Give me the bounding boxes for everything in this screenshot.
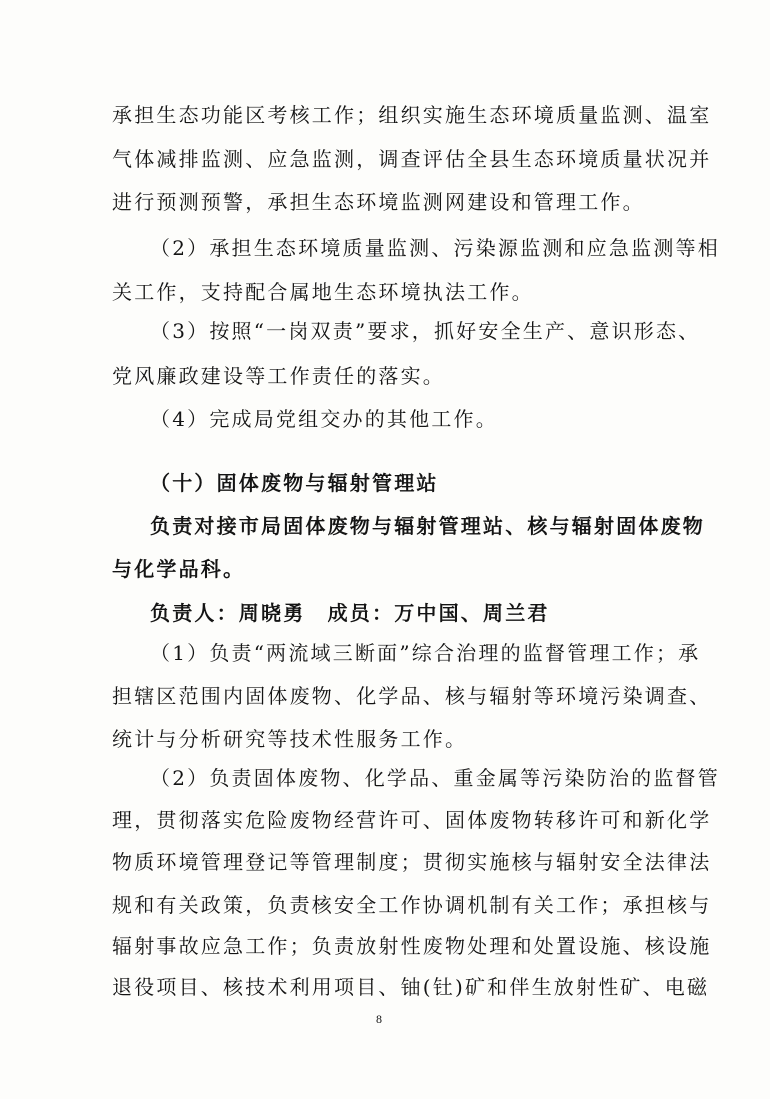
personnel-line: 负责人：周晓勇 成员：万中国、周兰君: [150, 601, 550, 625]
text-line: 进行预测预警，承担生态环境监测网建设和管理工作。: [112, 190, 645, 214]
text-line: （2）承担生态环境质量监测、污染源监测和应急监测等相: [150, 236, 720, 260]
text-line: 物质环境管理登记等管理制度；贯彻实施核与辐射安全法律法: [112, 850, 712, 874]
text-line: 辐射事故应急工作；负责放射性废物处理和处置设施、核设施: [112, 934, 712, 958]
text-line: 规和有关政策，负责核安全工作协调机制有关工作；承担核与: [112, 893, 712, 917]
text-line: （4）完成局党组交办的其他工作。: [150, 407, 498, 431]
duty-line: 与化学品科。: [112, 557, 246, 581]
text-line: 关工作，支持配合属地生态环境执法工作。: [112, 280, 534, 304]
text-line: 担辖区范围内固体废物、化学品、核与辐射等环境污染调查、: [112, 684, 712, 708]
text-line: 统计与分析研究等技术性服务工作。: [112, 727, 468, 751]
text-line: （2）负责固体废物、化学品、重金属等污染防治的监督管: [150, 766, 720, 790]
text-line: 承担生态功能区考核工作；组织实施生态环境质量监测、温室: [112, 103, 712, 127]
text-line: （3）按照“一岗双责”要求，抓好安全生产、意识形态、: [150, 319, 701, 343]
section-heading: （十）固体废物与辐射管理站: [150, 471, 439, 495]
text-line: 退役项目、核技术利用项目、铀(钍)矿和伴生放射性矿、电磁: [112, 975, 710, 999]
page-number: 8: [376, 1012, 382, 1026]
text-line: 党风廉政建设等工作责任的落实。: [112, 364, 445, 388]
duty-line: 负责对接市局固体废物与辐射管理站、核与辐射固体废物: [150, 514, 705, 538]
text-line: 理，贯彻落实危险废物经营许可、固体废物转移许可和新化学: [112, 808, 712, 832]
text-line: 气体减排监测、应急监测，调查评估全县生态环境质量状况并: [112, 147, 712, 171]
text-line: （1）负责“两流域三断面”综合治理的监督管理工作；承: [150, 641, 701, 665]
